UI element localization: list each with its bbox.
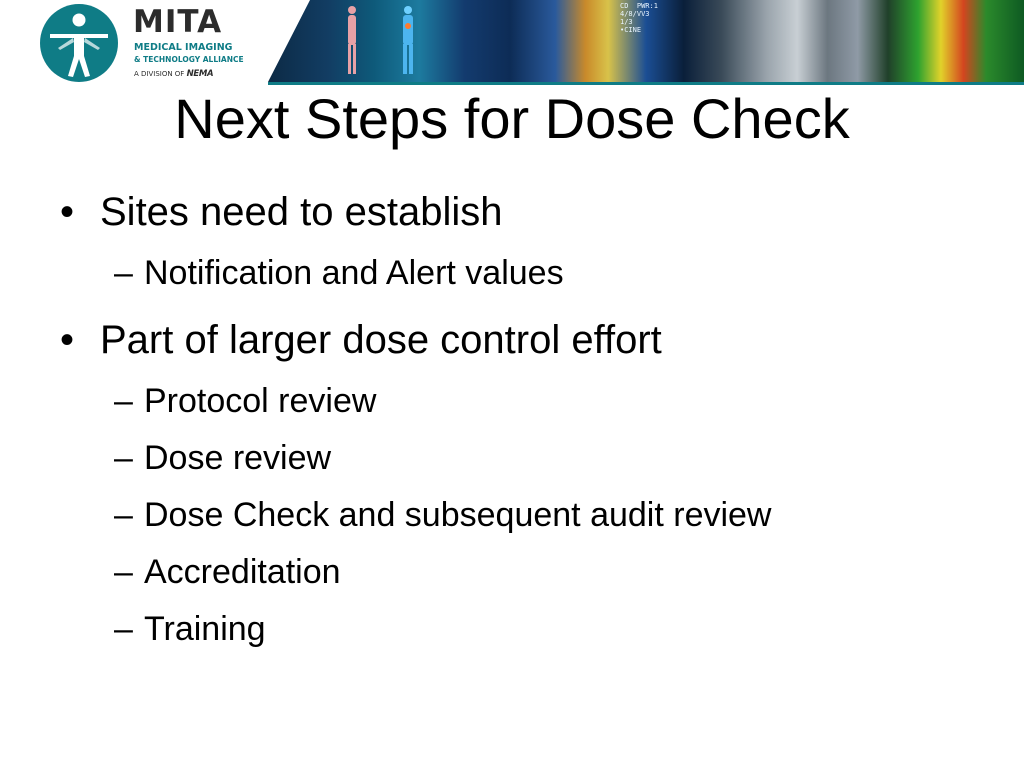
dash-marker: – xyxy=(114,382,133,420)
mita-logo xyxy=(0,0,300,86)
sub-bullet-text: Dose review xyxy=(144,439,332,477)
dash-marker: – xyxy=(114,254,133,292)
sub-bullet-item xyxy=(58,436,988,480)
sub-bullet-item xyxy=(58,379,988,423)
sub-bullet-text: Dose Check and subsequent audit review xyxy=(144,496,772,534)
sub-bullet-item xyxy=(58,550,988,594)
bullet-item: • Part of larger dose control effort xyxy=(58,314,988,366)
sub-bullet-text: Notification and Alert values xyxy=(144,254,564,292)
body-figure-icon xyxy=(342,4,362,76)
dash-marker: – xyxy=(114,496,133,534)
logo-division xyxy=(134,70,213,79)
logo-subtitle-line1: MEDICAL IMAGING xyxy=(134,42,233,53)
strip-edge xyxy=(268,0,310,82)
dash-marker: – xyxy=(114,610,133,648)
sub-bullet-text: Training xyxy=(144,610,266,648)
sub-bullet-item xyxy=(58,607,988,651)
division-name: NEMA xyxy=(186,69,214,79)
medical-images-strip xyxy=(268,0,1024,82)
logo-subtitle-line2: & TECHNOLOGY ALLIANCE xyxy=(134,55,244,64)
slide-title: Next Steps for Dose Check xyxy=(174,87,850,150)
dash-marker: – xyxy=(114,553,133,591)
sub-bullet-text: Accreditation xyxy=(144,553,341,591)
dash-marker: – xyxy=(114,439,133,477)
sub-bullet-item xyxy=(58,493,988,537)
header-banner xyxy=(0,0,1024,86)
division-prefix: A DIVISION OF xyxy=(134,70,185,78)
bullet-list xyxy=(58,186,988,651)
bullet-item: • Sites need to establish xyxy=(58,186,988,238)
scan-overlay-text: CD PWR:1 4/8/VV3 1/3 •CINE xyxy=(620,2,658,34)
sub-bullet-item xyxy=(58,251,988,295)
logo-wordmark: MITA xyxy=(133,4,223,40)
vitruvian-man-icon xyxy=(40,4,118,82)
scan-figure-icon xyxy=(398,4,418,76)
sub-bullet-text: Protocol review xyxy=(144,382,377,420)
